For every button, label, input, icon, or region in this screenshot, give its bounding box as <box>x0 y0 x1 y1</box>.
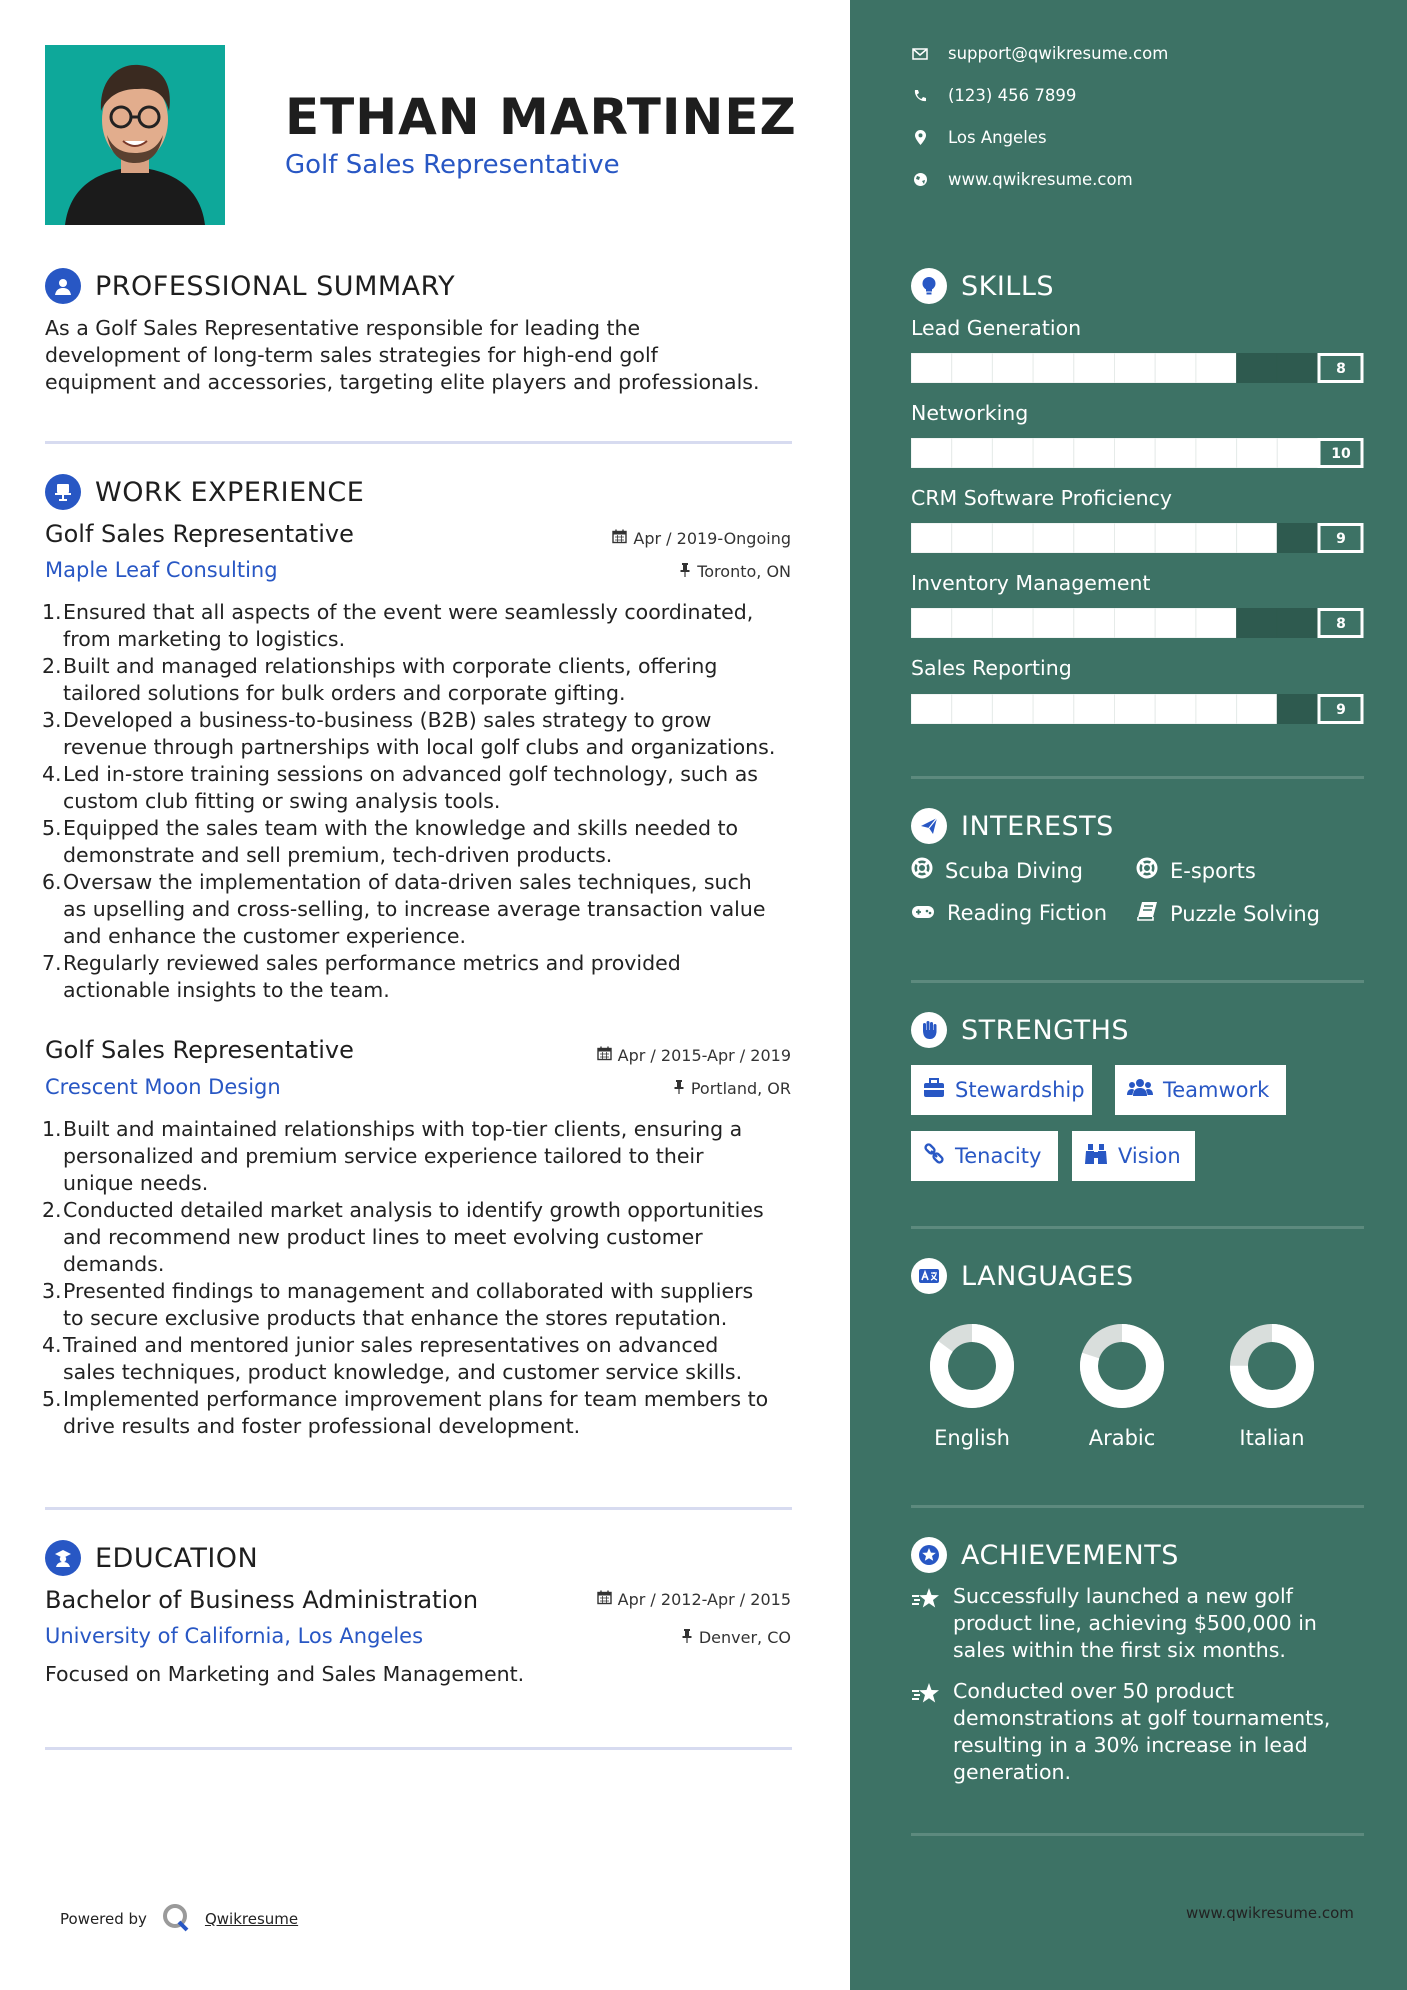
skill-score: 8 <box>1336 361 1346 377</box>
candidate-role: Golf Sales Representative <box>285 150 620 180</box>
job-date <box>597 1046 791 1065</box>
date-text: Apr / 2019-Ongoing <box>633 529 791 548</box>
binoculars-icon <box>1084 1143 1108 1170</box>
pin-icon <box>679 562 691 581</box>
email-link[interactable]: support@qwikresume.com <box>948 44 1169 63</box>
skill-segment <box>952 523 993 553</box>
school-name: University of California, Los Angeles <box>45 1624 424 1648</box>
users-icon <box>1127 1078 1153 1103</box>
list-item: 2. Conducted detailed market analysis to identify growth opportunities and recommend new product lines to meet evolving customer demands. <box>42 1198 764 1276</box>
summary-line: equipment and accessories, targeting elite players and professionals. <box>45 370 760 394</box>
achievement-line: demonstrations at golf tournaments, <box>953 1706 1331 1730</box>
skill-segment <box>1277 353 1318 383</box>
skill-score: 10 <box>1331 446 1351 462</box>
skill-segment <box>1237 353 1278 383</box>
link-icon <box>923 1143 945 1170</box>
powered-by <box>60 1902 298 1936</box>
skill-segment <box>992 438 1033 468</box>
summary-line: development of long-term sales strategies for high-end golf <box>45 343 658 367</box>
interest-item <box>911 901 1107 925</box>
skill-score: 9 <box>1336 702 1346 718</box>
skill-segment <box>1155 438 1196 468</box>
achievement-line: Conducted over 50 product <box>953 1679 1234 1703</box>
interest-label: Reading Fiction <box>947 901 1108 925</box>
skill-segment <box>1237 523 1278 553</box>
podium-icon <box>45 474 81 510</box>
contact-location <box>912 128 1047 147</box>
skill-bar <box>911 523 1364 553</box>
achievements-heading <box>911 1537 1179 1573</box>
list-item: 7. Regularly reviewed sales performance metrics and provided actionable insights to the team. <box>42 951 681 1002</box>
achievement-line: product line, achieving $500,000 in <box>953 1611 1317 1635</box>
divider <box>911 1505 1364 1508</box>
language-donut-arabic <box>1079 1323 1165 1409</box>
skill-segment <box>1196 694 1237 724</box>
skill-segment <box>952 608 993 638</box>
calendar-icon <box>597 1590 612 1609</box>
achievements-title: ACHIEVEMENTS <box>961 1539 1179 1571</box>
skill-segment <box>1155 608 1196 638</box>
job-duties <box>42 599 797 1004</box>
briefcase-icon <box>923 1078 945 1103</box>
website-link[interactable]: www.qwikresume.com <box>948 170 1133 189</box>
date-text: Apr / 2015-Apr / 2019 <box>617 1046 791 1065</box>
skill-bar-graphic <box>911 694 1364 724</box>
location-text: Denver, CO <box>698 1628 791 1647</box>
skill-segment <box>1277 608 1318 638</box>
skill-segment <box>1033 523 1074 553</box>
skill-segment <box>1196 438 1237 468</box>
list-item: 6. Oversaw the implementation of data-driven sales techniques, such as upselling and cross-selling, to increase average transaction value and enhance the customer experience. <box>42 870 766 948</box>
interest-item <box>1136 857 1256 884</box>
divider <box>45 1747 792 1750</box>
pin-icon <box>673 1079 685 1098</box>
skill-segment <box>1277 523 1318 553</box>
skill-segment <box>1074 523 1115 553</box>
job-date <box>612 529 791 548</box>
lifebuoy-icon <box>911 857 933 884</box>
achievement-line: resulting in a 30% increase in lead <box>953 1733 1308 1757</box>
contact-phone <box>912 86 1076 105</box>
job-duties <box>42 1116 797 1440</box>
job-location <box>673 1079 791 1098</box>
translate-icon <box>911 1258 947 1294</box>
work-title: WORK EXPERIENCE <box>95 476 365 508</box>
list-item: 1. Built and maintained relationships with top-tier clients, ensuring a personalized and premium service experience tailored to their unique needs. <box>42 1117 743 1195</box>
skill-bar-graphic <box>911 608 1364 638</box>
skill-segment <box>1074 353 1115 383</box>
company-name: Crescent Moon Design <box>45 1075 281 1099</box>
map-marker-icon <box>912 130 928 145</box>
strength-chip <box>911 1131 1058 1181</box>
interests-heading <box>911 808 1114 844</box>
language-label: English <box>934 1426 1010 1450</box>
skill-segment <box>992 353 1033 383</box>
skill-segment <box>992 608 1033 638</box>
interest-item <box>911 857 1083 884</box>
skill-segment <box>1237 608 1278 638</box>
skill-bar-graphic <box>911 353 1364 383</box>
job-location <box>679 562 791 581</box>
skill-segment <box>1074 694 1115 724</box>
skill-segment <box>992 523 1033 553</box>
skill-segment <box>1115 353 1156 383</box>
powered-by-label: Powered by <box>60 1910 147 1928</box>
skill-segment <box>1033 353 1074 383</box>
skills-title: SKILLS <box>961 270 1055 302</box>
education-heading <box>45 1540 258 1576</box>
list-item: 3. Presented findings to management and collaborated with suppliers to secure exclusive products that enhance the stores reputation. <box>42 1279 754 1330</box>
work-heading <box>45 474 364 510</box>
envelope-icon <box>912 48 928 60</box>
skill-segment <box>911 694 952 724</box>
skill-segment <box>1033 694 1074 724</box>
qwikresume-link[interactable]: Qwikresume <box>204 1910 299 1928</box>
achievement-line: Successfully launched a new golf <box>953 1584 1293 1608</box>
achievement-line: sales within the first six months. <box>953 1638 1286 1662</box>
book-icon <box>1136 901 1158 926</box>
list-item: 5. Implemented performance improvement plans for team members to drive results and foster professional development. <box>42 1387 769 1438</box>
interest-label: E-sports <box>1170 858 1256 883</box>
skill-score: 9 <box>1336 531 1346 547</box>
skill-segment <box>1074 608 1115 638</box>
skill-bar <box>911 694 1364 724</box>
skill-segment <box>1196 353 1237 383</box>
skill-segment <box>952 694 993 724</box>
divider <box>911 1226 1364 1229</box>
divider <box>911 1833 1364 1836</box>
calendar-icon <box>612 529 627 548</box>
candidate-name: ETHAN MARTINEZ <box>285 88 797 146</box>
education-title: EDUCATION <box>95 1542 259 1574</box>
star-icon <box>911 1682 941 1786</box>
calendar-icon <box>597 1046 612 1065</box>
contact-website <box>912 170 1133 189</box>
strength-label: Vision <box>1118 1144 1181 1168</box>
job-title: Golf Sales Representative <box>45 520 354 548</box>
phone-icon <box>912 89 928 103</box>
skill-name: Inventory Management <box>911 571 1151 595</box>
skill-segment <box>1277 438 1318 468</box>
skill-bar <box>911 353 1364 383</box>
location-text: Portland, OR <box>690 1079 791 1098</box>
contact-email <box>912 44 1168 63</box>
interest-label: Puzzle Solving <box>1170 901 1320 926</box>
list-item: 2. Built and managed relationships with corporate clients, offering tailored solutions for bulk orders and corporate gifting. <box>42 654 718 705</box>
skill-bar <box>911 438 1364 468</box>
skill-segment <box>952 353 993 383</box>
strengths-heading <box>911 1012 1129 1048</box>
company-name: Maple Leaf Consulting <box>45 558 278 582</box>
location-text: Toronto, ON <box>697 562 791 581</box>
skill-segment <box>911 523 952 553</box>
skill-segment <box>1033 438 1074 468</box>
interest-item <box>1136 901 1320 926</box>
summary-title: PROFESSIONAL SUMMARY <box>95 270 456 302</box>
skill-segment <box>1033 608 1074 638</box>
skill-segment <box>1277 694 1318 724</box>
divider <box>45 441 792 444</box>
skills-heading <box>911 268 1054 304</box>
education-location <box>681 1628 791 1647</box>
strength-chip <box>1115 1065 1286 1115</box>
skill-segment <box>911 353 952 383</box>
paper-plane-icon <box>911 808 947 844</box>
strength-chip <box>1072 1131 1195 1181</box>
skill-segment <box>911 438 952 468</box>
language-label: Arabic <box>1088 1426 1156 1450</box>
languages-title: LANGUAGES <box>961 1260 1134 1292</box>
skill-segment <box>1115 608 1156 638</box>
interests-title: INTERESTS <box>961 810 1114 842</box>
user-icon <box>45 268 81 304</box>
skill-segment <box>1196 523 1237 553</box>
language-donut-english <box>929 1323 1015 1409</box>
language-donut-italian <box>1229 1323 1315 1409</box>
divider <box>911 776 1364 779</box>
gamepad-icon <box>911 901 935 925</box>
achievement-item <box>911 1678 1330 1786</box>
skill-segment <box>1115 523 1156 553</box>
phone-text: (123) 456 7899 <box>948 86 1077 105</box>
summary-line: As a Golf Sales Representative responsible for leading the <box>45 316 641 340</box>
skill-segment <box>911 608 952 638</box>
pin-icon <box>681 1628 693 1647</box>
skill-segment <box>1155 523 1196 553</box>
skill-segment <box>1155 353 1196 383</box>
education-note: Focused on Marketing and Sales Management. <box>45 1662 525 1686</box>
skill-segment <box>1115 438 1156 468</box>
skill-name: CRM Software Proficiency <box>911 486 1173 510</box>
strength-label: Tenacity <box>955 1144 1042 1168</box>
globe-icon <box>912 172 928 187</box>
skill-segment <box>1196 608 1237 638</box>
list-item: 3. Developed a business-to-business (B2B) sales strategy to grow revenue through partnerships with local golf clubs and organizations. <box>42 708 776 759</box>
achievement-item <box>911 1583 1317 1664</box>
skill-segment <box>1155 694 1196 724</box>
divider <box>45 1507 792 1510</box>
summary-text <box>45 315 785 396</box>
lifebuoy-icon <box>1136 857 1158 884</box>
lightbulb-icon <box>911 268 947 304</box>
skill-name: Lead Generation <box>911 316 1082 340</box>
qwikresume-logo-icon <box>161 1902 191 1936</box>
languages-heading <box>911 1258 1134 1294</box>
graduate-icon <box>45 1540 81 1576</box>
skill-segment <box>1237 694 1278 724</box>
degree-title: Bachelor of Business Administration <box>45 1586 479 1614</box>
skill-segment <box>1074 438 1115 468</box>
skill-bar-graphic <box>911 438 1364 468</box>
achievement-line: generation. <box>953 1760 1072 1784</box>
list-item: 4. Led in-store training sessions on advanced golf technology, such as custom club fitting or swing analysis tools. <box>42 762 758 813</box>
strength-label: Stewardship <box>955 1078 1085 1102</box>
star-icon <box>911 1587 941 1664</box>
skill-score: 8 <box>1336 616 1346 632</box>
star-badge-icon <box>911 1537 947 1573</box>
skill-segment <box>1237 438 1278 468</box>
list-item: 1. Ensured that all aspects of the event were seamlessly coordinated, from marketing to logistics. <box>42 600 754 651</box>
strength-label: Teamwork <box>1163 1078 1270 1102</box>
skill-name: Networking <box>911 401 1029 425</box>
skill-segment <box>952 438 993 468</box>
hand-icon <box>911 1012 947 1048</box>
skill-bar-graphic <box>911 523 1364 553</box>
skill-segment <box>992 694 1033 724</box>
list-item: 4. Trained and mentored junior sales representatives on advanced sales techniques, product knowledge, and customer service skills. <box>42 1333 743 1384</box>
divider <box>911 980 1364 983</box>
interest-label: Scuba Diving <box>945 858 1083 883</box>
profile-photo <box>45 45 225 225</box>
skill-name: Sales Reporting <box>911 656 1072 680</box>
summary-heading <box>45 268 455 304</box>
job-title: Golf Sales Representative <box>45 1036 354 1064</box>
education-date <box>597 1590 791 1609</box>
footer-url: www.qwikresume.com <box>1186 1904 1354 1922</box>
skill-bar <box>911 608 1364 638</box>
language-label: Italian <box>1239 1426 1305 1450</box>
skill-segment <box>1115 694 1156 724</box>
location-text: Los Angeles <box>948 128 1047 147</box>
strengths-title: STRENGTHS <box>961 1014 1130 1046</box>
strength-chip <box>911 1065 1092 1115</box>
date-text: Apr / 2012-Apr / 2015 <box>617 1590 791 1609</box>
list-item: 5. Equipped the sales team with the knowledge and skills needed to demonstrate and sell premium, tech-driven products. <box>42 816 739 867</box>
